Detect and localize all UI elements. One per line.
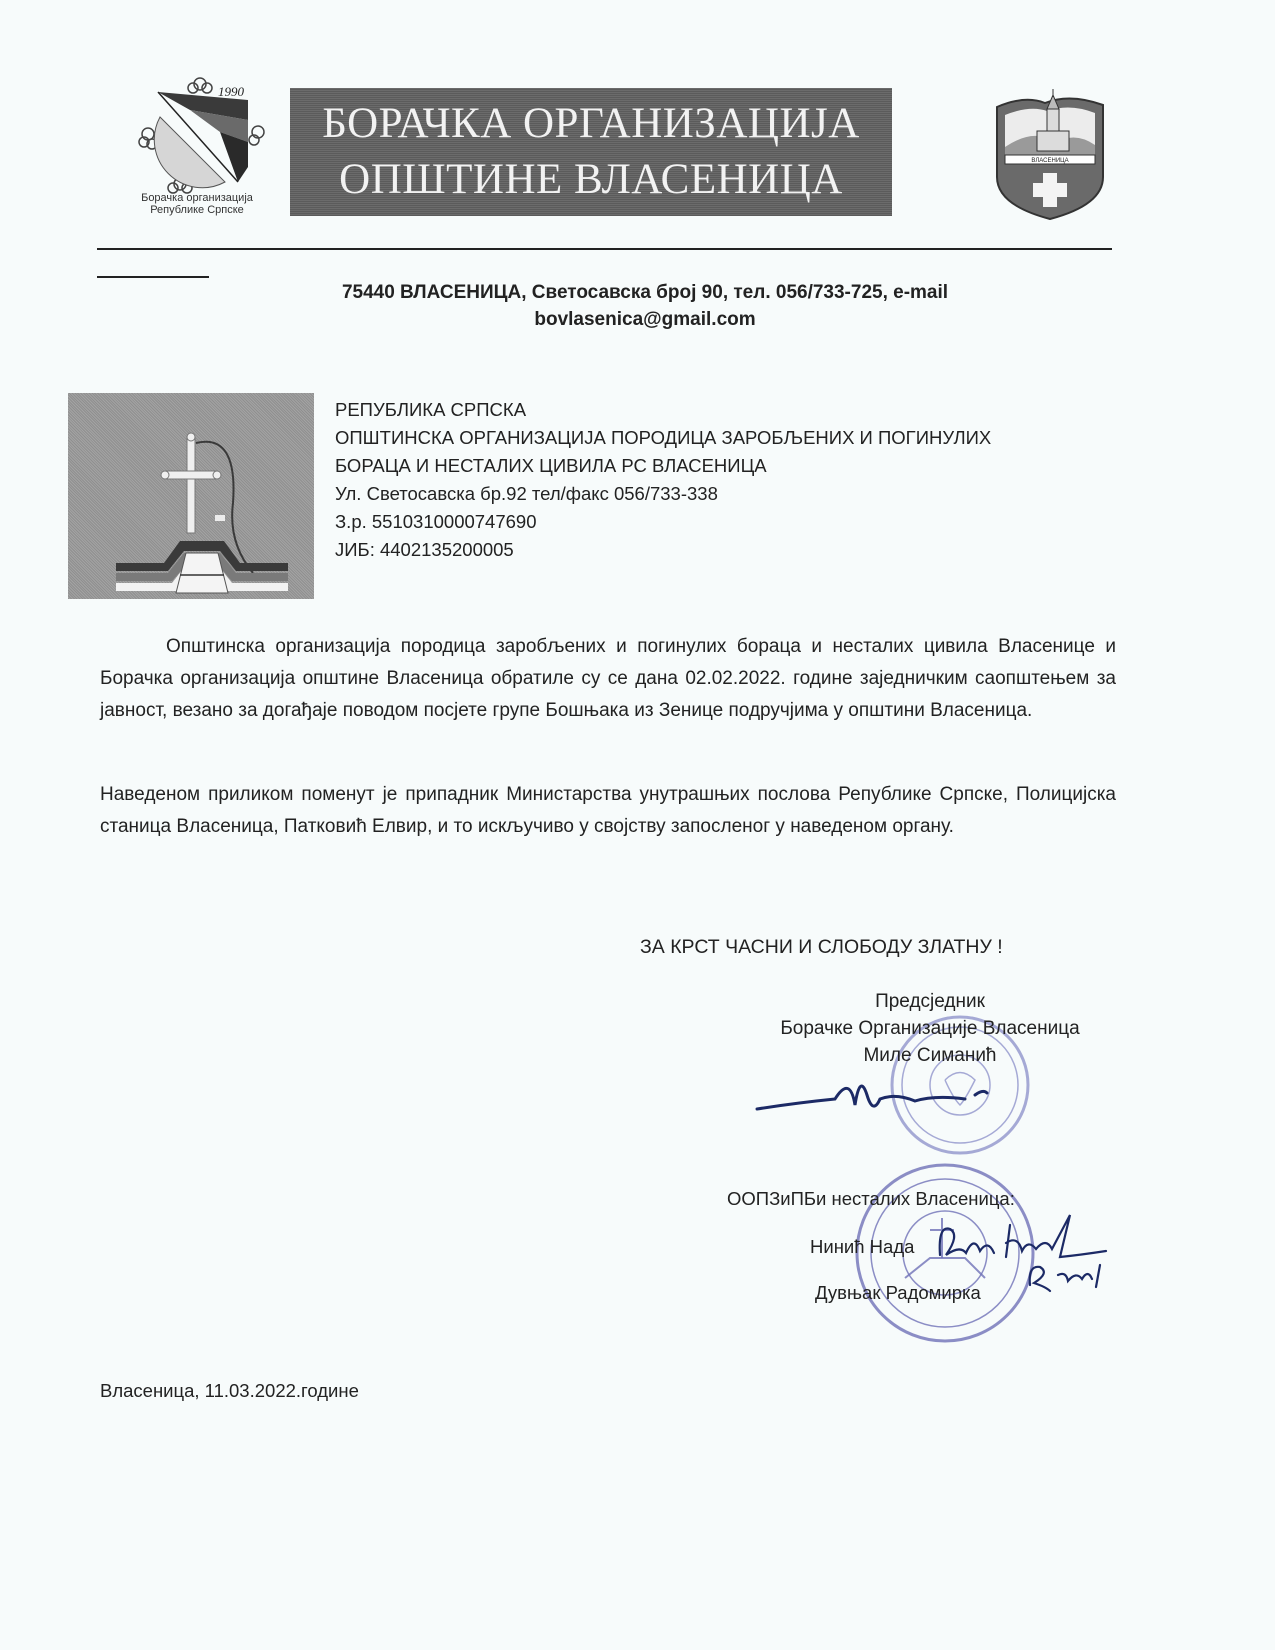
signatory-title: Предсједник xyxy=(875,991,985,1012)
info-address: Ул. Светосавска бр.92 тел/факс 056/733-338 xyxy=(335,483,718,504)
logo-caption-line-1: Борачка организација xyxy=(141,192,253,204)
info-tax-id: ЈИБ: 4402135200005 xyxy=(335,539,514,560)
families-organization-logo xyxy=(68,393,314,599)
president-signature xyxy=(755,1065,1015,1125)
logo-caption-line-2: Републике Српске xyxy=(150,204,244,216)
body-paragraph-2: Наведеном приликом поменут је припадник Министарства унутрашњих послова Републике Српске, Полицијска станица Власеница, Патковић Елвир, и то искључиво у својству запосленог у наведеном органу. xyxy=(100,784,1116,837)
municipality-coat-of-arms xyxy=(985,87,1115,223)
organization-banner xyxy=(290,88,892,216)
handwritten-signatures xyxy=(910,1195,1130,1305)
coat-of-arms-label: ВЛАСЕНИЦА xyxy=(1031,158,1069,164)
president-signature-block xyxy=(700,988,1160,1069)
families-organization-info xyxy=(335,396,991,564)
body-paragraph-1: Општинска организација породица заробљених и погинулих бораца и несталих цивила Власенице и Борачка организација општине Власеница обратиле су се дана 02.02.2022. године заједничким саопштењем за јавност, везано за догађаје поводом посјете групе Бошњака из Зенице подручјима у општини Власеница. xyxy=(100,636,1116,721)
signatory-name: Миле Симанић xyxy=(863,1045,997,1066)
signatory-organization: Борачке Организације Власеница xyxy=(780,1018,1080,1039)
signatory-name-ninic: Нинић Нада xyxy=(810,1236,915,1257)
email-address: bovlasenica@gmail.com xyxy=(534,309,756,330)
address-text: 75440 ВЛАСЕНИЦА, Светосавска број 90, тел. 056/733-725, e-mail xyxy=(341,282,949,303)
organization-address xyxy=(150,279,1140,333)
banner-title-line-2: ОПШТИНЕ ВЛАСЕНИЦА xyxy=(339,156,843,203)
header-divider xyxy=(97,248,1112,250)
info-country: РЕПУБЛИКА СРПСКА xyxy=(335,399,527,420)
info-bank-account: З.р. 5510310000747690 xyxy=(335,511,537,532)
header-short-divider xyxy=(97,276,209,278)
closing-motto: ЗА КРСТ ЧАСНИ И СЛОБОДУ ЗЛАТНУ ! xyxy=(640,936,1003,958)
families-org-signatories-title: ООПЗиПБи несталих Власеница: xyxy=(727,1188,1015,1209)
logo-caption xyxy=(122,192,272,216)
banner-title-line-1: БОРАЧКА ОРГАНИЗАЦИЈА xyxy=(322,100,860,147)
logo-year: 1990 xyxy=(218,84,244,99)
info-org-name-1: ОПШТИНСКА ОРГАНИЗАЦИЈА ПОРОДИЦА ЗАРОБЉЕНИХ И ПОГИНУЛИХ xyxy=(335,427,992,448)
info-org-name-2: БОРАЦА И НЕСТАЛИХ ЦИВИЛА РС ВЛАСЕНИЦА xyxy=(335,455,767,476)
place-and-date: Власеница, 11.03.2022.године xyxy=(100,1380,359,1401)
signatory-name-duvnjak: Дувњак Радомирка xyxy=(815,1282,981,1303)
